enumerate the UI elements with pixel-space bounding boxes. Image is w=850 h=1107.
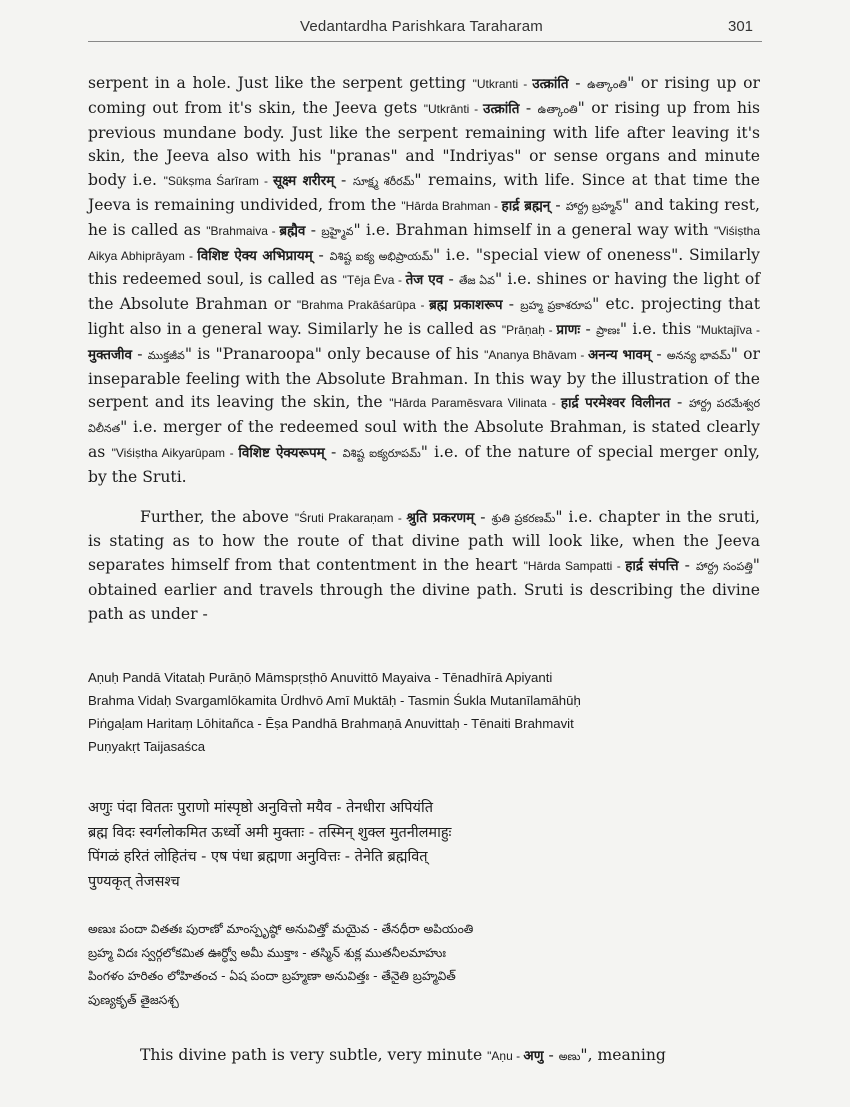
text-run: " and taking rest, he is called as bbox=[88, 195, 760, 239]
separator: - bbox=[502, 295, 521, 314]
telugu-term: బ్రహ్మైవ bbox=[321, 224, 354, 238]
devanagari-term: मुक्तजीव bbox=[88, 346, 133, 363]
verse-line: Aṇuḥ Pandā Vitataḥ Purāṇō Māmspṛsṭhō Anuvittō Mayaiva - Tēnadhīrā Apiyanti bbox=[88, 670, 553, 685]
transliteration: "Aṇu - bbox=[487, 1049, 524, 1063]
telugu-term: హార్ద్ర పరమేశ్వర విలీనత bbox=[88, 397, 760, 436]
telugu-term: బ్రహ్మ ప్రకాశరూప bbox=[520, 299, 593, 313]
devanagari-term: प्राणः bbox=[556, 321, 581, 338]
separator: - bbox=[580, 319, 597, 338]
transliteration: "Brahmaiva - bbox=[206, 223, 280, 238]
telugu-term: ఉత్కాంతి bbox=[537, 102, 578, 116]
transliteration: "Ananya Bhāvam - bbox=[484, 347, 588, 362]
text-run: This divine path is very subtle, very minute bbox=[140, 1046, 488, 1064]
separator: - bbox=[312, 245, 330, 264]
verse-line: పింగళం హరితం లోహితంచ - ఏష పందా బ్రహ్మణా అనువిత్తః - తేనైతి బ్రహ్మవిత్ bbox=[88, 969, 456, 983]
devanagari-term: विशिष्ट ऐक्य अभिप्रायम् bbox=[197, 247, 313, 264]
telugu-term: ముక్తజీవ bbox=[147, 348, 185, 362]
verse-telugu bbox=[88, 918, 760, 1012]
text-run: ", meaning bbox=[580, 1046, 666, 1064]
telugu-term: సూక్ష్మ శరీరమ్ bbox=[352, 175, 415, 189]
paragraph-divine-path bbox=[88, 506, 760, 627]
transliteration: "Sūkṣma Śarīram - bbox=[163, 174, 273, 189]
separator: - bbox=[305, 220, 322, 239]
transliteration: "Muktajīva - bbox=[696, 322, 760, 337]
verse-line: బ్రహ్మ విదః స్వర్గలోకమిత ఊర్ధ్వో అమీ ముక్తాః - తస్మిన్ శుక్ల ముతనీలమాహుః bbox=[88, 945, 446, 960]
telugu-term: అణు bbox=[558, 1050, 581, 1063]
devanagari-term: हार्द्र परमेश्वर विलीनत bbox=[560, 395, 671, 412]
separator: - bbox=[132, 344, 148, 363]
verse-line: पिंगळं हरितं लोहितंच - एष पंधा ब्रह्मणा अनुवित्तः - तेनेति ब्रह्मवित् bbox=[88, 849, 428, 865]
devanagari-term: सूक्ष्म शरीरम् bbox=[272, 173, 335, 190]
text-run: " obtained earlier and travels through the divine path. Sruti is describing the divine path as under - bbox=[88, 556, 760, 623]
transliteration: "Utkrānti - bbox=[423, 101, 484, 116]
devanagari-term: उत्क्रांति bbox=[483, 100, 520, 117]
separator: - bbox=[651, 344, 667, 363]
separator: - bbox=[334, 171, 353, 190]
telugu-term: ఉత్కాంతి bbox=[587, 78, 628, 91]
verse-devanagari bbox=[88, 796, 760, 894]
separator: - bbox=[474, 507, 492, 526]
body-text bbox=[88, 72, 760, 627]
text-run: " i.e. this bbox=[619, 319, 697, 338]
devanagari-term: हार्द्र संपत्ति bbox=[625, 558, 679, 575]
verse-line: అణుః పందా వితతః పురాణో మాంస్పృష్ఠో అనువిత్తో మయైవ - తేనధీరా అపియంతి bbox=[88, 922, 474, 936]
text-run: " is "Pranaroopa" only because of his bbox=[184, 344, 485, 363]
telugu-term: అనన్య భావమ్ bbox=[666, 348, 731, 362]
verse-line: ब्रह्म विदः स्वर्गलोकमित ऊर्ध्वो अमी मुक्ताः - तस्मिन् शुक्ल मुतनीलमाहुः bbox=[88, 824, 452, 841]
text-run: " i.e. "special view of oneness". Similarly this redeemed soul, is called as bbox=[88, 245, 760, 289]
devanagari-term: विशिष्ट ऐक्यरूपम् bbox=[238, 444, 325, 461]
devanagari-term: उत्क्रांति bbox=[532, 76, 569, 92]
header-rule bbox=[88, 41, 762, 42]
transliteration: "Viśiṣtha Aikya Abhiprāyam - bbox=[88, 223, 761, 263]
verse-line: अणुः पंदा विततः पुराणो मांस्पृष्ठो अनुवित्तो मयैव - तेनधीरा अपियंति bbox=[88, 800, 433, 816]
text-run: serpent in a hole. Just like the serpent getting bbox=[88, 74, 473, 92]
telugu-term: శ్రుతి ప్రకరణమ్ bbox=[491, 511, 556, 525]
separator: - bbox=[678, 556, 696, 575]
text-run: " i.e. of the nature of special merger only, by the Sruti. bbox=[88, 442, 760, 486]
verse-transliteration bbox=[88, 666, 760, 758]
devanagari-term: हार्द्र ब्रह्मन् bbox=[501, 197, 551, 214]
telugu-term: తేజ ఏవ bbox=[458, 274, 495, 288]
devanagari-term: अणु bbox=[523, 1048, 544, 1064]
separator: - bbox=[324, 442, 343, 461]
text-run: " or inseparable feeling with the Absolute Brahman. In this way by the illustration of the serpent and its leaving the skin, the bbox=[88, 344, 760, 412]
separator: - bbox=[550, 195, 566, 214]
text-run: " i.e. shines or having the light of the Absolute Brahman or bbox=[88, 270, 760, 314]
text-run: " or rising up from his previous mundane body. Just like the serpent remaining with life after leaving it's skin, the Jeeva also with his "pranas" and "Indriyas" or sense organs and minute body i.e. bbox=[88, 98, 760, 190]
transliteration: "Śruti Prakaraṇam - bbox=[294, 510, 407, 525]
separator: - bbox=[443, 270, 459, 289]
text-run: " i.e. Brahman himself in a general way with bbox=[353, 220, 714, 239]
telugu-term: హార్ద్ర బ్రహ్మన్ bbox=[565, 199, 623, 213]
transliteration: "Hārda Paramēsvara Vilinata - bbox=[389, 396, 561, 411]
devanagari-term: ब्रह्म प्रकाशरूप bbox=[429, 297, 503, 314]
running-title: Vedantardha Parishkara Taraharam bbox=[300, 18, 543, 35]
page-header bbox=[0, 14, 850, 42]
transliteration: "Tēja Ēva - bbox=[342, 273, 406, 288]
verse-line: Puṇyakṛt Taijasaśca bbox=[88, 739, 206, 754]
telugu-term: ప్రాణః bbox=[596, 323, 620, 337]
telugu-term: హార్ద్ర సంపత్తి bbox=[695, 560, 753, 574]
transliteration: "Brahma Prakāśarūpa - bbox=[296, 298, 430, 313]
telugu-term: విశిష్ట ఐక్య అభిప్రాయమ్ bbox=[329, 249, 433, 263]
transliteration: "Viśiṣtha Aikyarūpam - bbox=[111, 445, 239, 460]
text-run: " i.e. merger of the redeemed soul with the Absolute Brahman, is stated clearly as bbox=[88, 418, 760, 461]
text-run: " i.e. chapter in the sruti, is stating as to how the route of that divine path will look like, when the Jeeva separates himself from that contentment in the heart bbox=[88, 507, 761, 575]
paragraph-subtle-path bbox=[88, 1044, 760, 1068]
text-run: " etc. projecting that light also in a general way. Similarly he is called as bbox=[88, 295, 760, 338]
devanagari-term: तेज एव bbox=[405, 272, 444, 289]
verse-line: Brahma Vidaḥ Svargamlōkamita Ūrdhvō Amī Muktāḥ - Tasmin Śukla Mutanīlamāhūḥ bbox=[88, 693, 581, 708]
text-run: " remains, with life. Since at that time the Jeeva is remaining undivided, from the bbox=[88, 171, 760, 214]
transliteration: "Utkranti - bbox=[472, 77, 533, 91]
devanagari-term: श्रुति प्रकरणम् bbox=[406, 509, 475, 526]
text-run: Further, the above bbox=[140, 507, 295, 526]
devanagari-term: अनन्य भावम् bbox=[587, 346, 652, 363]
separator: - bbox=[670, 393, 689, 412]
verse-line: Piṅgaḷam Haritaṃ Lōhitañca - Ēṣa Pandhā Brahmaṇā Anuvittaḥ - Tēnaiti Brahmavit bbox=[88, 716, 574, 731]
verse-line: पुण्यकृत् तेजसश्च bbox=[88, 873, 180, 890]
telugu-term: విశిష్ట ఐక్యరూపమ్ bbox=[342, 446, 421, 460]
separator: - bbox=[519, 98, 538, 117]
transliteration: "Prāṇaḥ - bbox=[501, 322, 557, 337]
verse-line: పుణ్యకృత్ తైజసశ్చ bbox=[88, 992, 179, 1007]
separator: - bbox=[568, 74, 588, 92]
page-number: 301 bbox=[728, 18, 754, 35]
transliteration: "Hārda Brahman - bbox=[401, 198, 502, 213]
paragraph-serpent bbox=[88, 72, 760, 490]
transliteration: "Hārda Sampatti - bbox=[523, 559, 626, 574]
separator: - bbox=[543, 1046, 559, 1064]
text-run: " or rising up or coming out from it's skin, the Jeeva gets bbox=[88, 74, 760, 117]
devanagari-term: ब्रह्मैव bbox=[279, 222, 306, 239]
